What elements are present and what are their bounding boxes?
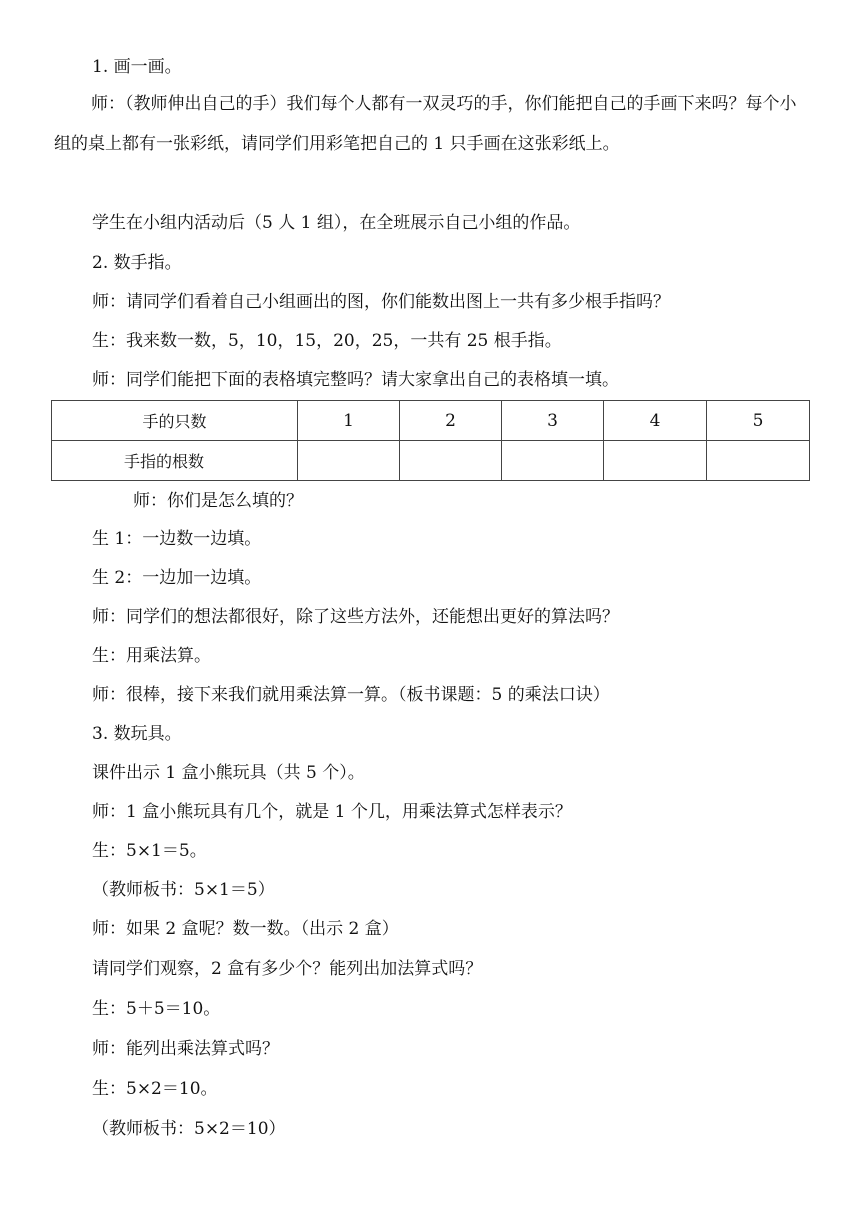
text-line: 课件出示 1 盒小熊玩具（共 5 个）。: [92, 763, 365, 783]
text-line: 师：请同学们看着自己小组画出的图，你们能数出图上一共有多少根手指吗？: [92, 292, 670, 312]
text-line: 师：同学们的想法都很好，除了这些方法外，还能想出更好的算法吗？: [92, 607, 619, 627]
fill-in-table: [51, 400, 810, 481]
table-cell-finger-count: [604, 441, 707, 481]
table-cell-finger-count: [502, 441, 604, 481]
table-cell-hand-count: 2: [400, 401, 502, 441]
text-line: 生：5×2＝10。: [92, 1079, 218, 1099]
table-cell-finger-count: [707, 441, 810, 481]
text-line: 师：很棒，接下来我们就用乘法算一算。（板书课题：5 的乘法口诀）: [92, 685, 610, 705]
section-heading-draw: 1. 画一画。: [92, 57, 182, 77]
text-line: 生：我来数一数，5，10，15，20，25，一共有 25 根手指。: [92, 331, 562, 351]
table-cell-hand-count: 4: [604, 401, 707, 441]
table-cell-hand-count: 5: [707, 401, 810, 441]
section-heading-count-toys: 3. 数玩具。: [92, 724, 182, 744]
text-line: 师：你们是怎么填的？: [133, 491, 303, 511]
table-row-fingers: [52, 441, 810, 481]
table-header-fingers: 手指的根数: [52, 441, 298, 481]
text-line: 学生在小组内活动后（5 人 1 组），在全班展示自己小组的作品。: [92, 213, 581, 233]
text-line: （教师板书：5×1＝5）: [92, 880, 275, 900]
text-line: 生：用乘法算。: [92, 646, 211, 666]
text-line: 请同学们观察，2 盒有多少个？能列出加法算式吗？: [92, 959, 483, 979]
table-cell-hand-count: 1: [298, 401, 400, 441]
text-line: 生 2：一边加一边填。: [92, 568, 262, 588]
text-line: 师：如果 2 盒呢？数一数。（出示 2 盒）: [92, 919, 399, 939]
text-line: 师：1 盒小熊玩具有几个，就是 1 个几，用乘法算式怎样表示？: [92, 802, 572, 822]
table-row-hands: [52, 401, 810, 441]
section-heading-count-fingers: 2. 数手指。: [92, 253, 182, 273]
text-line: 生：5×1＝5。: [92, 841, 207, 861]
text-line: 生 1：一边数一边填。: [92, 529, 262, 549]
table-cell-finger-count: [298, 441, 400, 481]
table-cell-hand-count: 3: [502, 401, 604, 441]
text-line: 生：5＋5＝10。: [92, 999, 221, 1019]
teacher-paragraph: 师：（教师伸出自己的手）我们每个人都有一双灵巧的手，你们能把自己的手画下来吗？每个小组的桌上都有一张彩纸，请同学们用彩笔把自己的 1 只手画在这张彩纸上。: [54, 94, 797, 154]
text-line: 师：能列出乘法算式吗？: [92, 1039, 279, 1059]
text-line: （教师板书：5×2＝10）: [92, 1119, 286, 1139]
text-line: 师：同学们能把下面的表格填完整吗？请大家拿出自己的表格填一填。: [92, 370, 619, 390]
table-header-hands: 手的只数: [52, 401, 298, 441]
table-cell-finger-count: [400, 441, 502, 481]
